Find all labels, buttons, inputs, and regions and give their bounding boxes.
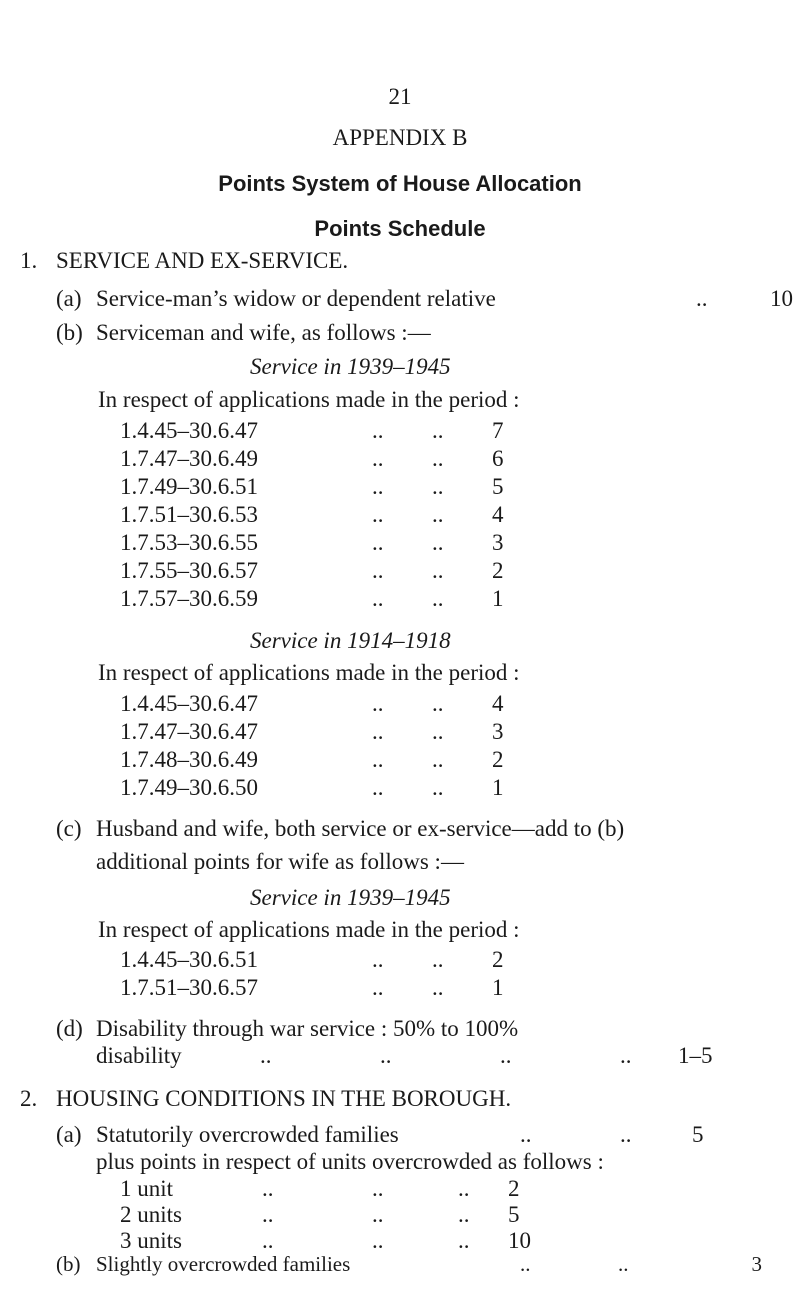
table-row-dots: ..	[372, 446, 384, 471]
table-row-period: 1.7.53–30.6.55	[120, 530, 258, 555]
s2-item-label: (b)	[56, 1252, 81, 1276]
unit-dots: ..	[372, 1202, 384, 1227]
s2-a-points: 5	[692, 1122, 704, 1147]
s1-b-label: (b)	[56, 320, 83, 345]
table-row-points: 2	[492, 558, 504, 583]
table-row-dots: ..	[432, 530, 444, 555]
unit-dots: ..	[262, 1202, 274, 1227]
table-row-dots: ..	[432, 947, 444, 972]
s1-c-text-line1: Husband and wife, both service or ex-service—add to (b)	[96, 816, 625, 841]
table-row-dots: ..	[432, 775, 444, 800]
table-row-dots: ..	[372, 558, 384, 583]
table-row-points: 2	[492, 747, 504, 772]
table-row-dots: ..	[432, 502, 444, 527]
table-row-period: 1.7.47–30.6.49	[120, 446, 258, 471]
table-row-dots: ..	[372, 530, 384, 555]
s1-d-dots: ..	[260, 1043, 272, 1068]
unit-dots: ..	[458, 1228, 470, 1253]
table-row-points: 4	[492, 502, 504, 527]
s2-item-text: Slightly overcrowded families	[96, 1252, 351, 1276]
unit-label: 1 unit	[120, 1176, 174, 1201]
table-row-dots: ..	[432, 558, 444, 583]
s1-d-dots: ..	[380, 1043, 392, 1068]
table-row-dots: ..	[432, 418, 444, 443]
table-row-dots: ..	[372, 691, 384, 716]
table-row-dots: ..	[372, 474, 384, 499]
s1-a-label: (a)	[56, 286, 82, 311]
s1-d-text-line2: disability	[96, 1043, 182, 1068]
s1-d-points: 1–5	[678, 1043, 713, 1068]
s1-a-points: 10	[770, 286, 793, 311]
table-row-dots: ..	[432, 747, 444, 772]
s1-d-dots: ..	[620, 1043, 632, 1068]
table-row-points: 3	[492, 530, 504, 555]
table-row-points: 1	[492, 586, 504, 611]
s1-b-text: Serviceman and wife, as follows :—	[96, 320, 431, 345]
unit-points: 5	[508, 1202, 520, 1227]
table-row-points: 3	[492, 719, 504, 744]
unit-label: 3 units	[120, 1228, 182, 1253]
s1-a-dots: ..	[696, 286, 708, 311]
svc3-intro: In respect of applications made in the period :	[98, 917, 520, 942]
table-row-period: 1.7.47–30.6.47	[120, 719, 258, 744]
table-row-dots: ..	[372, 586, 384, 611]
unit-dots: ..	[372, 1176, 384, 1201]
table-row-dots: ..	[372, 719, 384, 744]
table-row-points: 1	[492, 775, 504, 800]
table-row-period: 1.7.51–30.6.57	[120, 975, 258, 1000]
table-row-points: 2	[492, 947, 504, 972]
s1-c-label: (c)	[56, 816, 82, 841]
table-row-period: 1.7.49–30.6.51	[120, 474, 258, 499]
section-1-number: 1.	[20, 248, 38, 273]
table-row-dots: ..	[432, 586, 444, 611]
table-row-period: 1.7.49–30.6.50	[120, 775, 258, 800]
s1-c-text-line2: additional points for wife as follows :—	[96, 849, 464, 874]
s1-d-text-line1: Disability through war service : 50% to 100%	[96, 1016, 519, 1041]
table-row-period: 1.7.55–30.6.57	[120, 558, 258, 583]
s2-item-points: 3	[751, 1252, 762, 1276]
page-title: Points System of House Allocation	[218, 171, 582, 196]
unit-dots: ..	[372, 1228, 384, 1253]
s1-a-text: Service-man’s widow or dependent relative	[96, 286, 496, 311]
table-row-period: 1.7.48–30.6.49	[120, 747, 258, 772]
svc2-intro: In respect of applications made in the period :	[98, 660, 520, 685]
unit-dots: ..	[458, 1176, 470, 1201]
table-row-dots: ..	[432, 719, 444, 744]
table-row-dots: ..	[432, 975, 444, 1000]
unit-points: 2	[508, 1176, 520, 1201]
table-row-dots: ..	[372, 747, 384, 772]
s2-a-text: Statutorily overcrowded families	[96, 1122, 399, 1147]
table-row-period: 1.4.45–30.6.51	[120, 947, 258, 972]
section-1-heading: SERVICE AND EX-SERVICE.	[56, 248, 349, 273]
table-row-points: 1	[492, 975, 504, 1000]
table-row-dots: ..	[432, 446, 444, 471]
table-row-points: 6	[492, 446, 504, 471]
page-number: 21	[388, 84, 412, 109]
table-row-dots: ..	[372, 947, 384, 972]
table-row-period: 1.7.57–30.6.59	[120, 586, 258, 611]
unit-label: 2 units	[120, 1202, 182, 1227]
s2-a-dots: ..	[620, 1122, 632, 1147]
s2-item-dots: ..	[520, 1252, 531, 1276]
table-row-period: 1.7.51–30.6.53	[120, 502, 258, 527]
section-2-heading: HOUSING CONDITIONS IN THE BOROUGH.	[56, 1086, 512, 1111]
table-row-dots: ..	[372, 418, 384, 443]
s1-d-dots: ..	[500, 1043, 512, 1068]
table-row-points: 5	[492, 474, 504, 499]
table-row-points: 4	[492, 691, 504, 716]
service-1939-1945-title: Service in 1939–1945	[250, 354, 451, 379]
table-row-dots: ..	[372, 502, 384, 527]
unit-dots: ..	[458, 1202, 470, 1227]
table-row-dots: ..	[432, 691, 444, 716]
appendix-heading: APPENDIX B	[332, 125, 468, 150]
s2-item-dots: ..	[618, 1252, 629, 1276]
section-2-number: 2.	[20, 1086, 38, 1111]
s2-a-plus: plus points in respect of units overcrowded as follows :	[96, 1149, 604, 1174]
page-subtitle: Points Schedule	[314, 216, 486, 241]
s2-a-label: (a)	[56, 1122, 82, 1147]
unit-points: 10	[508, 1228, 531, 1253]
svc1-intro: In respect of applications made in the period :	[98, 387, 520, 412]
service-1914-1918-title: Service in 1914–1918	[250, 628, 451, 653]
table-row-period: 1.4.45–30.6.47	[120, 691, 258, 716]
s1-d-label: (d)	[56, 1016, 83, 1041]
table-row-dots: ..	[372, 775, 384, 800]
s2-a-dots: ..	[520, 1122, 532, 1147]
unit-dots: ..	[262, 1228, 274, 1253]
table-row-points: 7	[492, 418, 504, 443]
table-row-dots: ..	[372, 975, 384, 1000]
table-row-period: 1.4.45–30.6.47	[120, 418, 258, 443]
unit-dots: ..	[262, 1176, 274, 1201]
service-1939-1945-wife-title: Service in 1939–1945	[250, 885, 451, 910]
table-row-dots: ..	[432, 474, 444, 499]
